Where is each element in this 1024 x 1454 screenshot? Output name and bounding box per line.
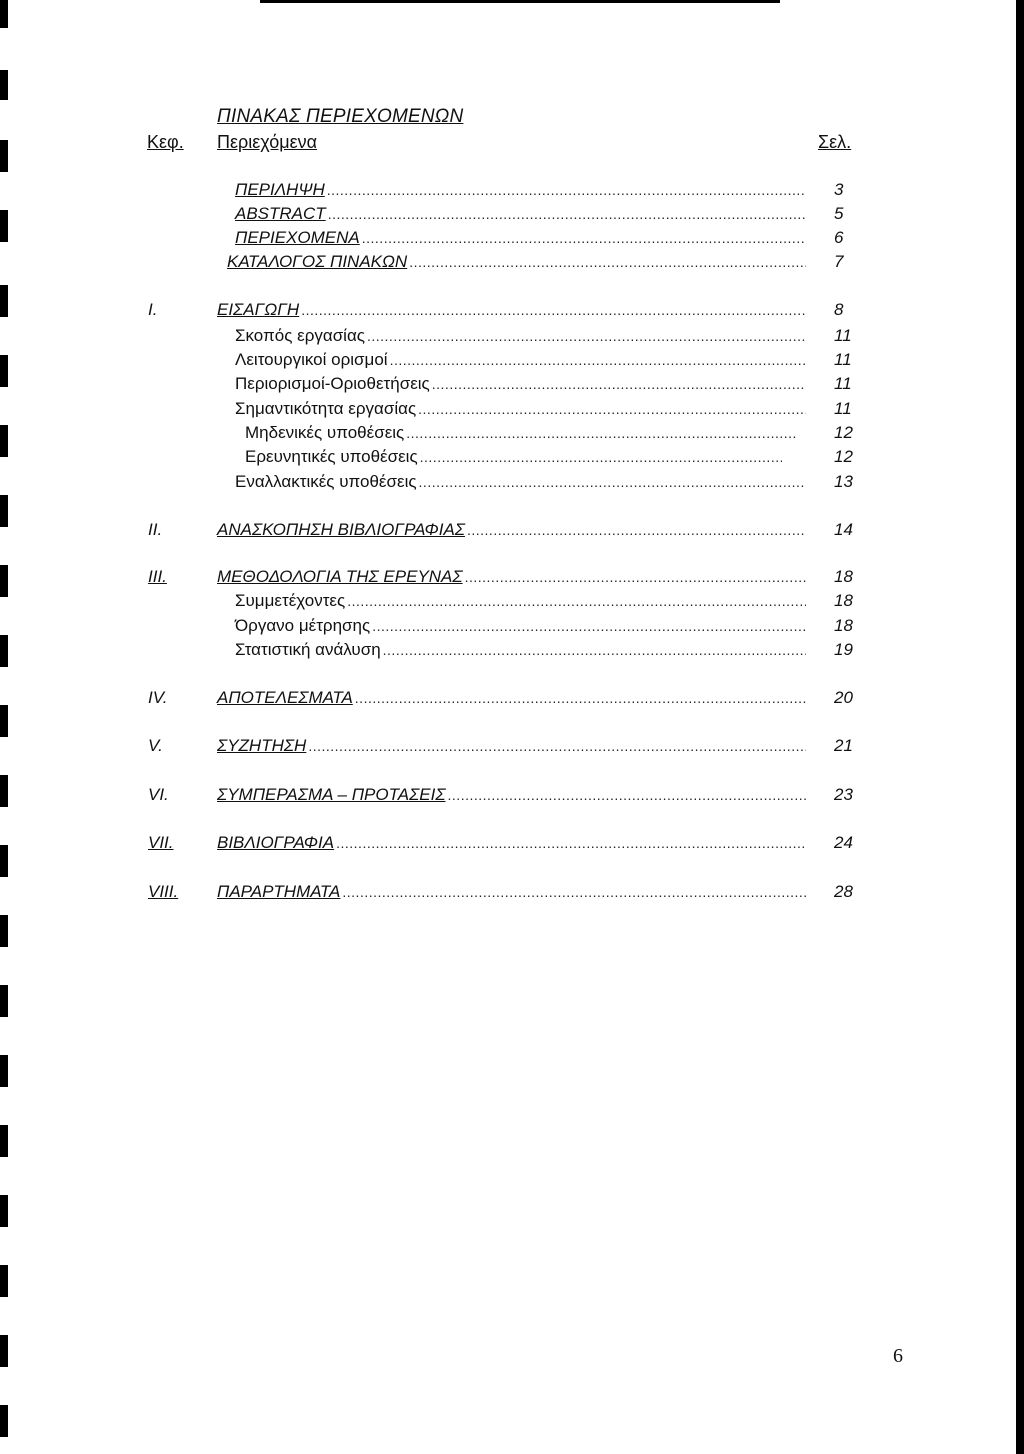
toc-page-number: 3 xyxy=(834,180,844,199)
binding-mark xyxy=(0,1265,8,1297)
column-header-chapter: Κεφ. xyxy=(147,132,184,152)
toc-page-number: 18 xyxy=(834,616,853,635)
dot-leader xyxy=(328,206,806,222)
toc-entry-label: Σημαντικότητα εργασίας xyxy=(235,399,417,418)
binding-mark xyxy=(0,985,8,1017)
binding-mark xyxy=(0,1195,8,1227)
dot-leader xyxy=(301,302,806,318)
toc-entry-label: ABSTRACT xyxy=(235,204,326,223)
binding-mark xyxy=(0,1335,8,1367)
binding-mark xyxy=(0,425,8,457)
toc-chapter-number: VI. xyxy=(148,785,169,804)
toc-entry-label: Όργανο μέτρησης xyxy=(235,616,371,635)
binding-mark xyxy=(0,70,8,100)
toc-entry-label: ΒΙΒΛΙΟΓΡΑΦΙΑ xyxy=(217,833,335,852)
toc-page-number: 21 xyxy=(834,736,853,755)
toc-page-number: 13 xyxy=(834,472,853,491)
toc-entry-label: ΕΙΣΑΓΩΓΗ xyxy=(217,300,300,319)
dot-leader xyxy=(355,690,806,706)
toc-page-number: 11 xyxy=(834,399,852,418)
toc-entry-label: ΣΥΖΗΤΗΣΗ xyxy=(217,736,307,755)
dot-leader xyxy=(448,787,806,803)
binding-mark xyxy=(0,705,8,737)
toc-page-number: 5 xyxy=(834,204,844,223)
dot-leader xyxy=(409,254,806,270)
binding-mark xyxy=(0,210,8,242)
dot-leader xyxy=(465,569,806,585)
toc-entry-label: Ερευνητικές υποθέσεις xyxy=(245,447,418,466)
toc-chapter-number: IV. xyxy=(148,688,168,707)
toc-entry-label: ΜΕΘΟΔΟΛΟΓΙΑ ΤΗΣ ΕΡΕΥΝΑΣ xyxy=(217,567,463,586)
toc-entry-label: Περιορισμοί-Οριοθετήσεις xyxy=(235,374,430,393)
binding-mark xyxy=(0,285,8,317)
dot-leader xyxy=(420,449,782,465)
toc-page-number: 28 xyxy=(834,882,853,901)
toc-page-number: 8 xyxy=(834,300,844,319)
dot-leader xyxy=(342,884,806,900)
dot-leader xyxy=(336,835,806,851)
toc-page-number: 23 xyxy=(834,785,853,804)
binding-mark xyxy=(0,140,8,172)
toc-entry-label: Σκοπός εργασίας xyxy=(235,326,365,345)
toc-entry-label: ΠΕΡΙΛΗΨΗ xyxy=(235,180,325,199)
binding-mark xyxy=(0,635,8,667)
toc-page-number: 24 xyxy=(834,833,853,852)
binding-mark xyxy=(0,1055,8,1087)
toc-page-number: 11 xyxy=(834,326,852,345)
binding-mark xyxy=(0,565,8,597)
binding-mark xyxy=(0,1125,8,1157)
binding-strip xyxy=(0,0,14,1454)
binding-mark xyxy=(0,915,8,947)
toc-entry-label: ΚΑΤΑΛΟΓΟΣ ΠΙΝΑΚΩΝ xyxy=(227,252,408,271)
toc-chapter-number: VII. xyxy=(148,833,174,852)
column-header-contents: Περιεχόμενα xyxy=(217,132,318,152)
toc-chapter-number: V. xyxy=(148,736,163,755)
dot-leader xyxy=(406,425,796,441)
toc-entry-label: Μηδενικές υποθέσεις xyxy=(245,423,405,442)
toc-entry-label: ΣΥΜΠΕΡΑΣΜΑ – ΠΡΟΤΑΣΕΙΣ xyxy=(217,785,446,804)
toc-title: ΠΙΝΑΚΑΣ ΠΕΡΙΕΧΟΜΕΝΩΝ xyxy=(217,106,464,127)
toc-page-number: 19 xyxy=(834,640,853,659)
toc-page-number: 18 xyxy=(834,591,853,610)
dot-leader xyxy=(372,618,806,634)
dot-leader xyxy=(383,642,806,658)
toc-page-number: 12 xyxy=(834,423,853,442)
toc-entry-label: Συμμετέχοντες xyxy=(235,591,346,610)
toc-entry-label: Λειτουργικοί ορισμοί xyxy=(235,350,388,369)
binding-mark xyxy=(0,845,8,877)
toc-entry-label: Εναλλακτικές υποθέσεις xyxy=(235,472,417,491)
scan-edge-top xyxy=(260,0,780,3)
binding-mark xyxy=(0,775,8,807)
toc-page-number: 14 xyxy=(834,520,853,539)
toc-page-number: 11 xyxy=(834,350,852,369)
binding-mark xyxy=(0,0,8,28)
toc-page-number: 18 xyxy=(834,567,853,586)
binding-mark xyxy=(0,495,8,527)
page-number: 6 xyxy=(893,1345,903,1367)
toc-page-number: 11 xyxy=(834,374,852,393)
dot-leader xyxy=(362,230,806,246)
toc-page-number: 6 xyxy=(834,228,844,247)
dot-leader xyxy=(367,328,806,344)
toc-entry-label: ΠΕΡΙΕΧΟΜΕΝΑ xyxy=(235,228,360,247)
toc-chapter-number: III. xyxy=(148,567,167,586)
toc-entry-label: ΠΑΡΑΡΤΗΜΑΤΑ xyxy=(217,882,341,901)
dot-leader xyxy=(432,376,806,392)
toc-chapter-number: I. xyxy=(148,300,158,319)
toc-page-number: 7 xyxy=(834,252,844,271)
toc-chapter-number: II. xyxy=(148,520,163,539)
toc-page-number: 12 xyxy=(834,447,853,466)
dot-leader xyxy=(467,522,806,538)
binding-mark xyxy=(0,1405,8,1437)
toc-entry-label: ΑΝΑΣΚΟΠΗΣΗ ΒΙΒΛΙΟΓΡΑΦΙΑΣ xyxy=(217,520,465,539)
scan-edge-right xyxy=(1016,0,1024,1454)
dot-leader xyxy=(418,401,806,417)
toc-chapter-number: VIII. xyxy=(148,882,179,901)
binding-mark xyxy=(0,355,8,387)
dot-leader xyxy=(347,593,806,609)
dot-leader xyxy=(327,182,806,198)
toc-entry-label: ΑΠΟΤΕΛΕΣΜΑΤΑ xyxy=(217,688,353,707)
dot-leader xyxy=(390,352,806,368)
dot-leader xyxy=(419,474,806,490)
toc-entry-label: Στατιστική ανάλυση xyxy=(235,640,381,659)
column-header-page: Σελ. xyxy=(818,132,852,152)
toc-page-number: 20 xyxy=(834,688,853,707)
dot-leader xyxy=(308,738,806,754)
